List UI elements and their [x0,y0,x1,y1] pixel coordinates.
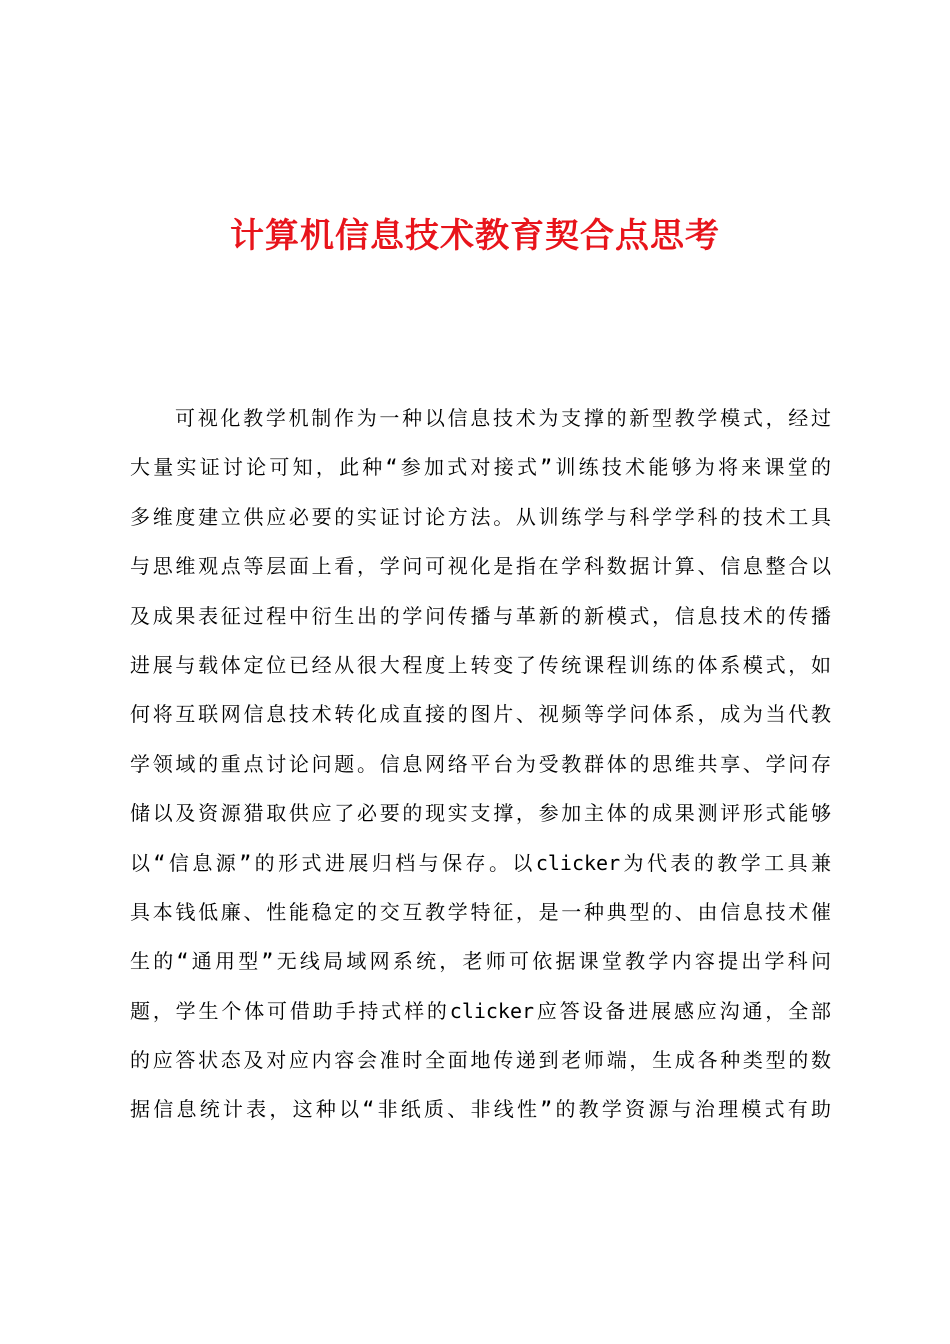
paragraph-line: 具本钱低廉、性能稳定的交互教学特征，是一种典型的、由信息技术催 [130,899,831,924]
paragraph-line: 题，学生个体可借助手持式样的clicker应答设备进展感应沟通，全部 [130,998,831,1023]
paragraph-line: 的应答状态及对应内容会准时全面地传递到老师端，生成各种类型的数 [130,1048,831,1073]
document-title: 计算机信息技术教育契合点思考 [230,216,720,256]
paragraph-line: 大量实证讨论可知，此种“参加式对接式”训练技术能够为将来课堂的 [130,455,831,480]
paragraph-line: 生的“通用型”无线局域网系统，老师可依据课堂教学内容提出学科问 [130,949,831,974]
paragraph-line: 进展与载体定位已经从很大程度上转变了传统课程训练的体系模式，如 [130,652,831,677]
paragraph-line: 储以及资源猎取供应了必要的现实支撑，参加主体的成果测评形式能够 [130,801,831,826]
paragraph-line: 多维度建立供应必要的实证讨论方法。从训练学与科学学科的技术工具 [130,504,831,529]
paragraph-line: 及成果表征过程中衍生出的学问传播与革新的新模式，信息技术的传播 [130,603,831,628]
paragraph-line: 何将互联网信息技术转化成直接的图片、视频等学问体系，成为当代教 [130,702,831,727]
paragraph-line: 据信息统计表，这种以“非纸质、非线性”的教学资源与治理模式有助 [130,1097,831,1122]
paragraph-line: 学领域的重点讨论问题。信息网络平台为受教群体的思维共享、学问存 [130,751,831,776]
body-paragraph [130,394,831,1135]
paragraph-line: 与思维观点等层面上看，学问可视化是指在学科数据计算、信息整合以 [130,554,831,579]
paragraph-line: 以“信息源”的形式进展归档与保存。以clicker为代表的教学工具兼 [130,850,831,875]
paragraph-line: 可视化教学机制作为一种以信息技术为支撑的新型教学模式，经过 [175,406,831,430]
